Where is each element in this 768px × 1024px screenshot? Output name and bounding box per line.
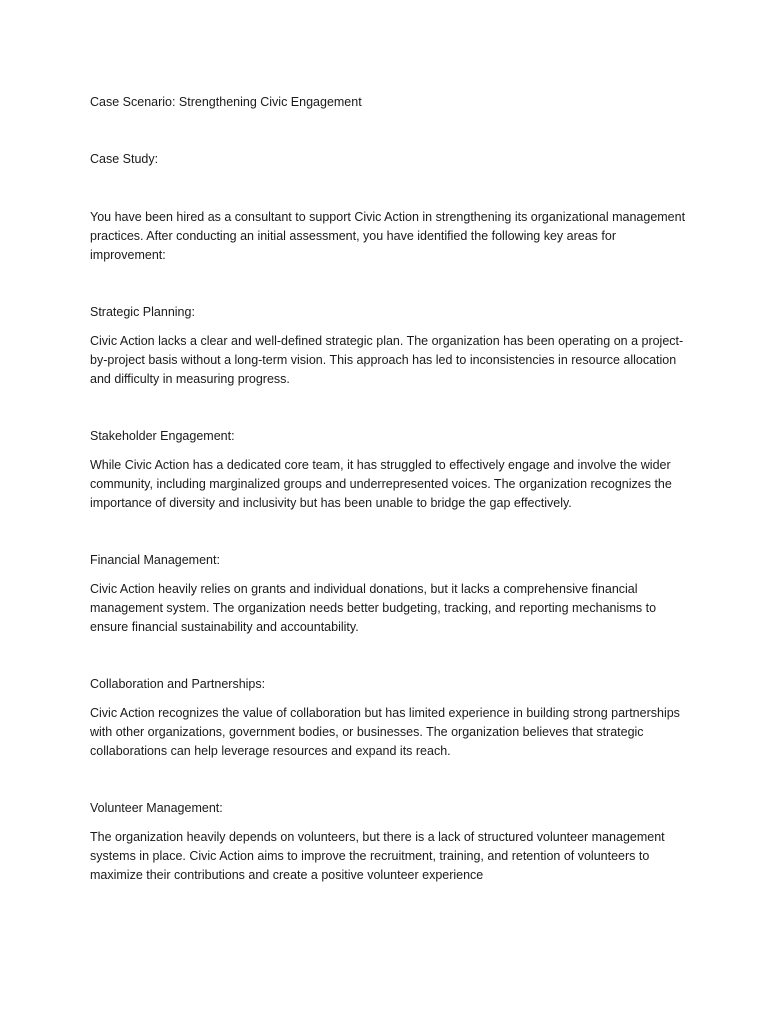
section-body: While Civic Action has a dedicated core team, it has struggled to effectively engage and involve the wider community, including marginalized groups and underrepresented voices. The organization recognizes the importance of diversity and inclusivity but has been unable to bridge the gap effectively. (90, 458, 672, 510)
section-financial-management (90, 551, 690, 637)
section-body: Civic Action lacks a clear and well-defined strategic plan. The organization has been operating on a project-by-project basis without a long-term vision. This approach has led to inconsistencies in resource allocation and difficulty in measuring progress. (90, 334, 684, 386)
section-collaboration-partnerships (90, 675, 690, 761)
section-strategic-planning (90, 303, 690, 389)
section-body: The organization heavily depends on volunteers, but there is a lack of structured volunteer management systems in place. Civic Action aims to improve the recruitment, training, and retention of volunteers to maximize their contributions and create a positive volunteer experience (90, 830, 665, 882)
section-heading: Financial Management: (90, 553, 220, 567)
section-heading: Strategic Planning: (90, 305, 195, 319)
document-title: Case Scenario: Strengthening Civic Engagement (90, 95, 362, 109)
section-volunteer-management (90, 799, 690, 885)
section-body: Civic Action recognizes the value of collaboration but has limited experience in building strong partnerships with other organizations, government bodies, or businesses. The organization believes that strategic collaborations can help leverage resources and expand its reach. (90, 706, 680, 758)
section-stakeholder-engagement (90, 427, 690, 513)
section-heading: Stakeholder Engagement: (90, 429, 235, 443)
section-heading: Volunteer Management: (90, 801, 223, 815)
section-body: Civic Action heavily relies on grants and individual donations, but it lacks a comprehensive financial management system. The organization needs better budgeting, tracking, and reporting mechanisms to ensure financial sustainability and accountability. (90, 582, 657, 634)
case-study-label: Case Study: (90, 152, 159, 166)
document-page (90, 93, 690, 923)
intro-paragraph: You have been hired as a consultant to support Civic Action in strengthening its organizational management practices. After conducting an initial assessment, you have identified the following key areas for improvement: (90, 210, 686, 262)
section-heading: Collaboration and Partnerships: (90, 677, 266, 691)
